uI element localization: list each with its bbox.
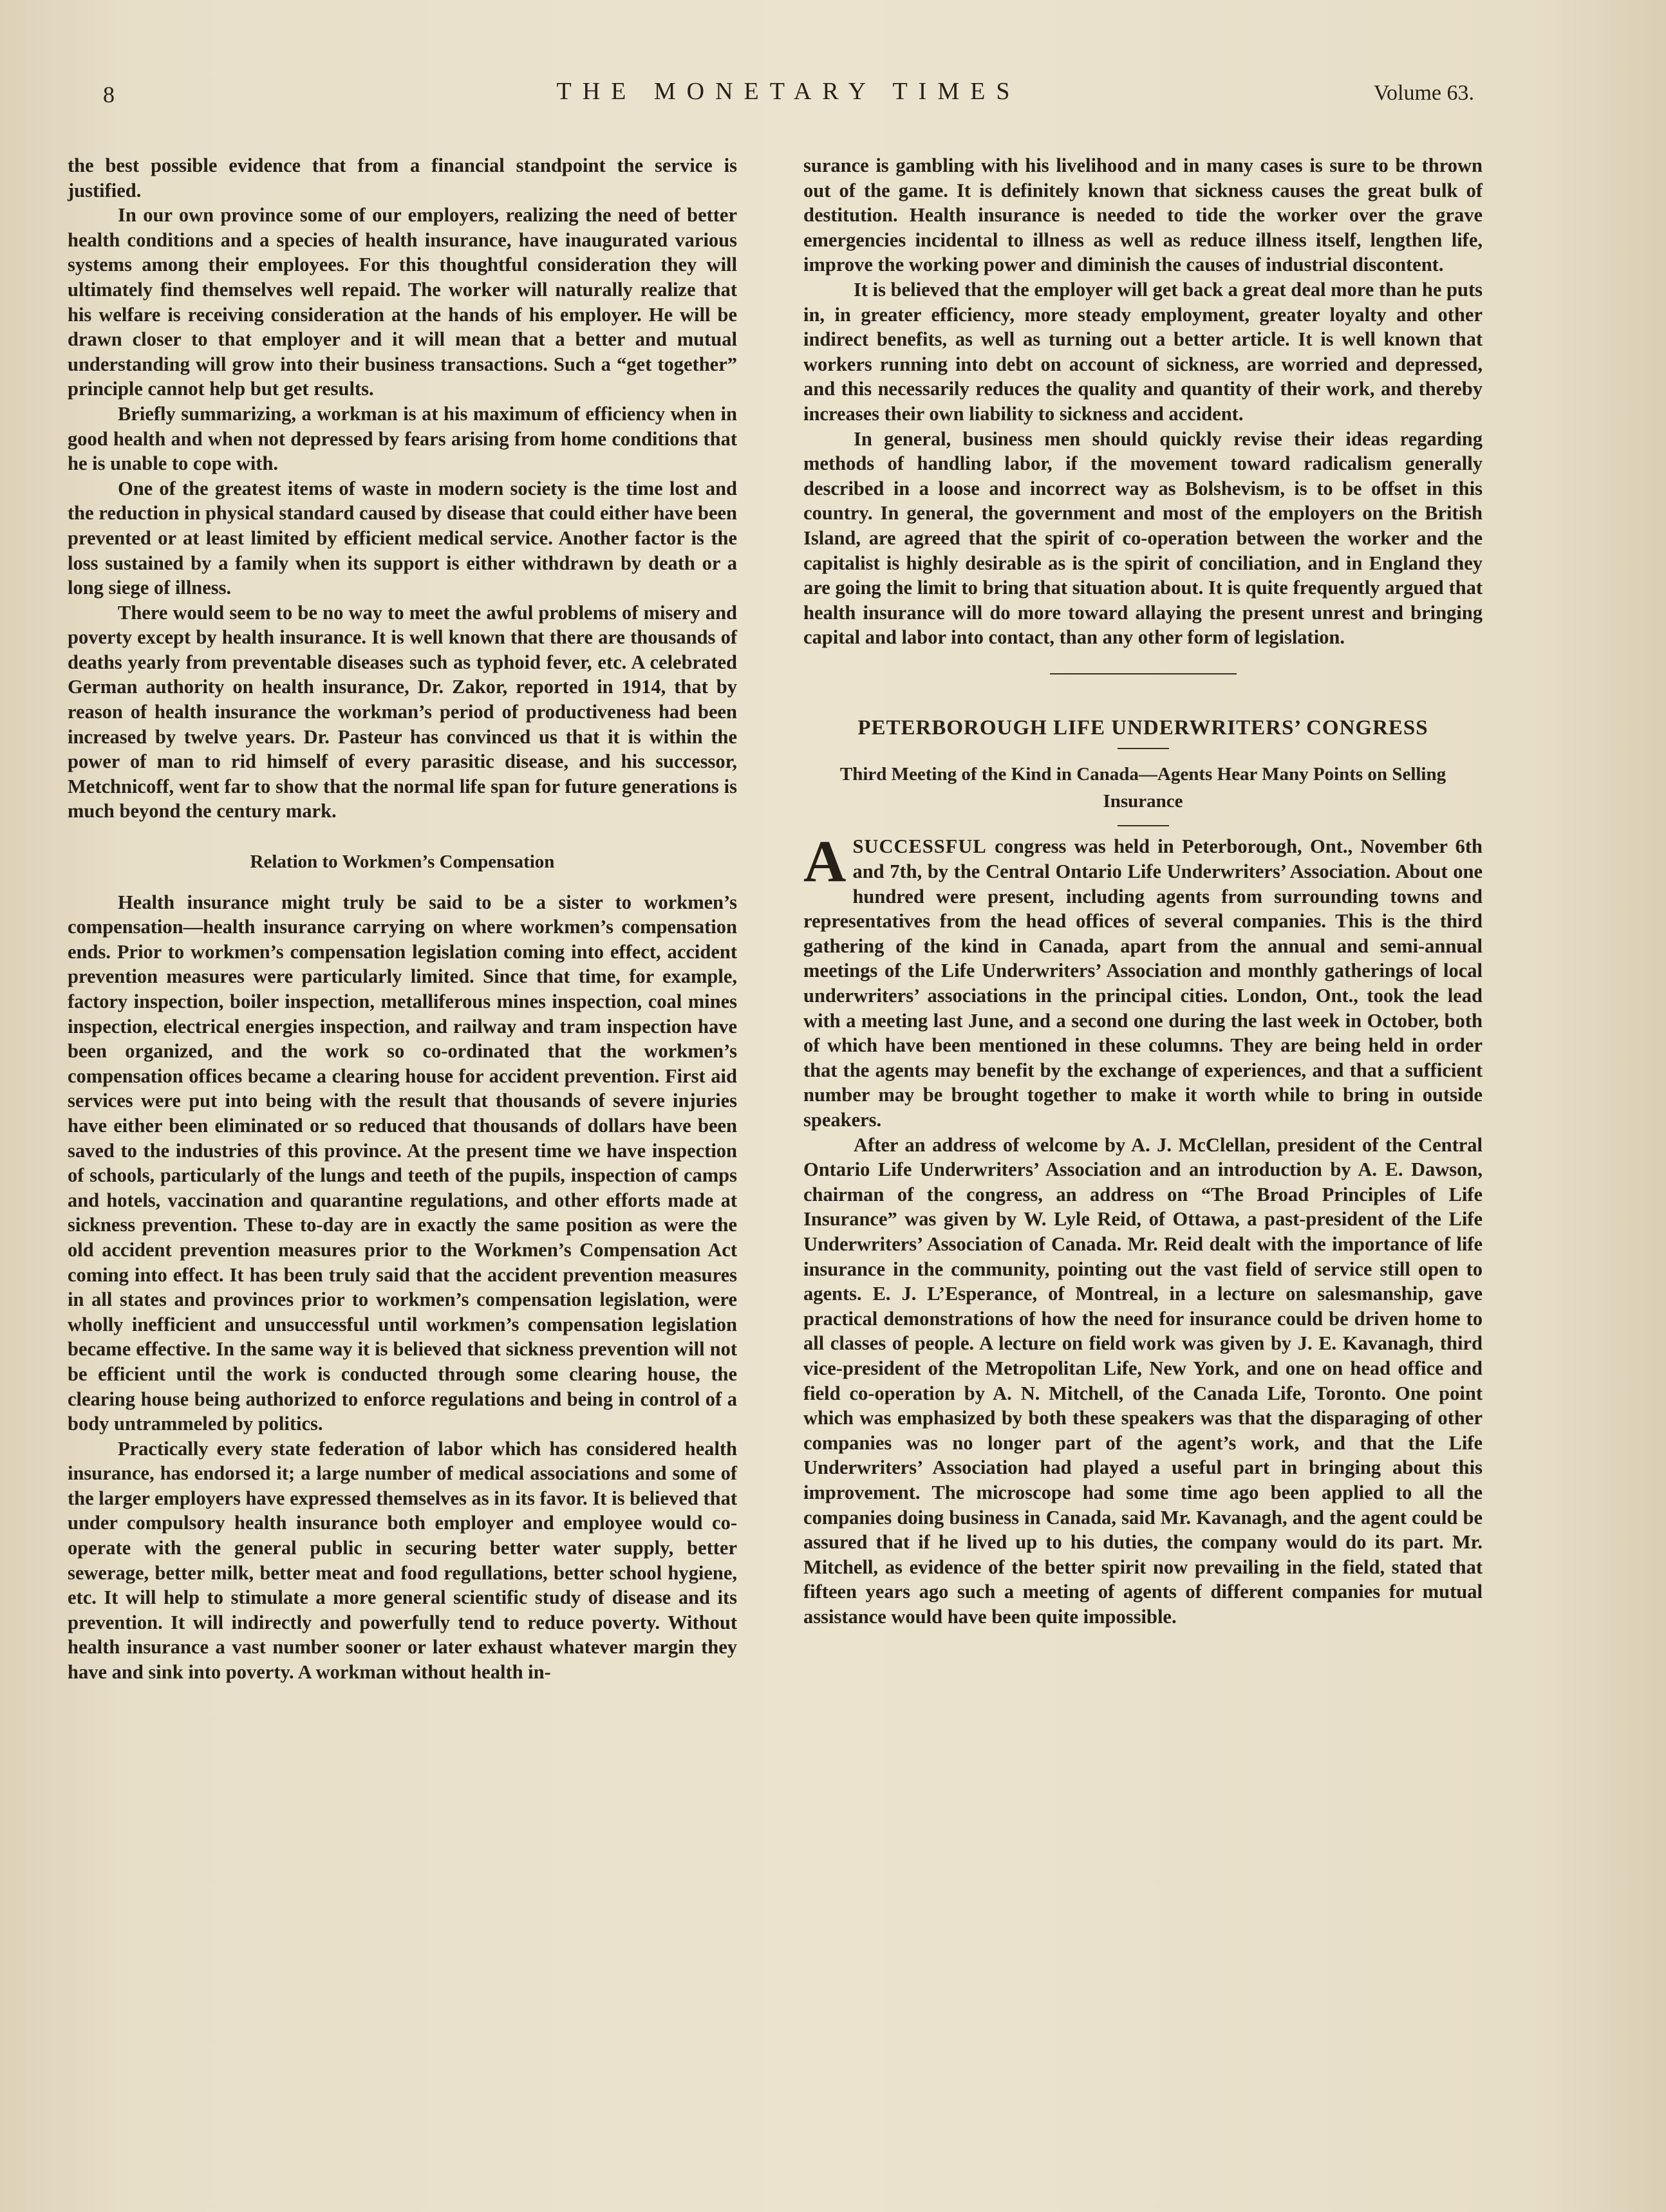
article-subtitle: Third Meeting of the Kind in Canada—Agents Hear Many Points on Selling Insurance xyxy=(839,764,1446,812)
paragraph: In our own province some of our employers, realizing the need of better health conditions and a species of health insurance, have inaugurated various systems among their employees. For this thoughtful consideration they will ultimately find themselves well repaid. The worker will naturally realize that his welfare is receiving consideration at the hands of his employer. He will be drawn closer to that employer and it will mean that a better and mutual understanding will grow into their business transactions. Such a “get together” principle cannot help but get results. xyxy=(68,204,737,400)
paragraph: the best possible evidence that from a financial standpoint the service is justified. xyxy=(68,154,737,201)
paragraph: One of the greatest items of waste in modern society is the time lost and the reduction in physical standard caused by disease that could either have been prevented or at least limited by efficient medical service. Another factor is the loss sustained by a family when its support is either withdrawn by death or a long siege of illness. xyxy=(68,477,737,599)
subtitle-rule xyxy=(1118,825,1169,826)
left-column xyxy=(68,153,737,1685)
subheading: Relation to Workmen’s Compensation xyxy=(250,851,555,873)
right-column xyxy=(803,153,1483,1629)
paragraph: surance is gambling with his livelihood and in many cases is sure to be thrown out of the game. It is definitely known that sickness causes the great bulk of destitution. Health insurance is needed to tide the worker over the grave emergencies incidental to illness as well as reduce illness itself, lengthen life, improve the working power and diminish the causes of industrial discontent. xyxy=(803,154,1483,276)
drop-cap: A xyxy=(803,828,847,895)
section-divider xyxy=(1050,673,1237,674)
title-rule xyxy=(1118,748,1169,749)
lead-paragraph xyxy=(803,828,1483,1132)
paragraph: After an address of welcome by A. J. McClellan, president of the Central Ontario Life Underwriters’ Association and an introduction by A. E. Dawson, chairman of the congress, an address on “The Broad Principles of Life Insurance” was given by W. Lyle Reid, of Ottawa, a past-president of the Life Underwriters’ Association of Canada. Mr. Reid dealt with the importance of life insurance in the community, pointing out the vast field of service still open to agents. E. J. L’Esperance, of Montreal, in a lecture on salesmanship, gave practical demonstrations of how the need for insurance could be driven home to all classes of people. A lecture on field work was given by J. E. Kavanagh, third vice-president of the Metropolitan Life, New York, and one on head office and field co-operation by A. N. Mitchell, of the Canada Life, Toronto. One point which was emphasized by both these speakers was that the disparaging of other companies was no longer part of the agent’s work, and that the Life Underwriters’ Association had played a useful part in bringing about this improvement. The microscope had some time ago been applied to all the companies doing business in Canada, said Mr. Kavanagh, and the agent could be assured that if he lived up to his duties, the company would do its part. Mr. Mitchell, as evidence of the better spirit now prevailing in the field, stated that fifteen years ago such a meeting of agents of different companies for mutual assistance would have been quite impossible. xyxy=(803,1133,1483,1628)
volume-label: Volume 63. xyxy=(1373,81,1474,105)
paragraph: Practically every state federation of labor which has considered health insurance, has endorsed it; a large number of medical associations and some of the larger employers have expressed themselves as in its favor. It is believed that under compulsory health insurance both employer and employee would co-operate with the general public in securing better water supply, better sewerage, better milk, better meat and food regullations, better school hygiene, etc. It will help to stimulate a more general scientific study of disease and its prevention. It will indirectly and powerfully tend to reduce poverty. Without health insurance a vast number sooner or later exhaust whatever margin they have and sink into poverty. A workman without health in- xyxy=(68,1437,737,1684)
paragraph: It is believed that the employer will get back a great deal more than he puts in, in greater efficiency, more steady employment, greater loyalty and other indirect benefits, as well as turning out a better article. It is well known that workers running into debt on account of sickness, are worried and depressed, and this necessarily reduces the quality and quantity of their work, and thereby increases their own liability to sickness and accident. xyxy=(803,278,1483,425)
paragraph: In general, business men should quickly revise their ideas regarding methods of handling labor, if the movement toward radicalism generally described in a loose and incorrect way as Bolshevism, is to be offset in this country. In general, the government and most of the employers on the British Island, are agreed that the spirit of co-operation between the worker and the capitalist is highly desirable as is the spirit of conciliation, and in England they are going the limit to bring that situation about. It is quite frequently argued that health insurance will do more toward allaying the present unrest and bringing capital and labor into contact, than any other form of legislation. xyxy=(803,427,1483,649)
lead-in: SUCCESSFUL xyxy=(852,835,987,858)
page-number: 8 xyxy=(103,82,115,107)
paragraph: Briefly summarizing, a workman is at his maximum of efficiency when in good health and when not depressed by fears arising from home conditions that he is unable to cope with. xyxy=(68,402,737,475)
paragraph: Health insurance might truly be said to be a sister to workmen’s compensation—health insurance carrying on where workmen’s compensation ends. Prior to workmen’s compensation legislation coming into effect, accident prevention measures were particularly limited. Since that time, for example, factory inspection, boiler inspection, metalliferous mines inspection, coal mines inspection, electrical energies inspection, and railway and tram inspection have been organized, and the work so co-ordinated that the workmen’s compensation offices became a clearing house for accident prevention. First aid services were put into being with the result that thousands of severe injuries have either been eliminated or so reduced that thousands of dollars have been saved to the industries of this province. At the present time we have inspection of schools, particularly of the lungs and teeth of the pupils, inspection of camps and hotels, vaccination and quarantine regulations, and other efforts made at sickness prevention. These to-day are in exactly the same position as were the old accident prevention measures prior to the Workmen’s Compensation Act coming into effect. It has been truly said that the accident prevention measures in all states and provinces prior to workmen’s compensation legislation, were wholly inefficient and unsuccessful until workmen’s compensation legislation became effective. In the same way it is believed that sickness prevention will not be efficient until the work is conducted through some clearing house, the clearing house being authorized to enforce regulations and being in control of a body untrammeled by politics. xyxy=(68,891,737,1435)
paragraph: There would seem to be no way to meet the awful problems of misery and poverty except by health insurance. It is well known that there are thousands of deaths yearly from preventable diseases such as typhoid fever, etc. A celebrated German authority on health insurance, Dr. Zakor, reported in 1914, that by reason of health insurance the workman’s period of productiveness had been increased by twelve years. Dr. Pasteur has convinced us that it is within the power of man to rid himself of every parasitic disease, and his successor, Metchnicoff, went far to show that the normal life span for future generations is much beyond the century mark. xyxy=(68,601,737,823)
publication-title: THE MONETARY TIMES xyxy=(556,78,1021,105)
page-header xyxy=(103,77,1474,116)
article-title: PETERBOROUGH LIFE UNDERWRITERS’ CONGRESS xyxy=(857,716,1428,739)
lead-paragraph-text: congress was held in Peterborough, Ont., November 6th and 7th, by the Central Ontario Life Underwriters’ Association. About one hundred were present, including agents from surrounding towns and representatives from the head offices of several companies. This is the third gathering of the kind in Canada, apart from the annual and semi-annual meetings of the Life Underwriters’ Association and monthly gatherings of local underwriters’ associations in the principal cities. London, Ont., took the lead with a meeting last June, and a second one during the last week in October, both of which have been mentioned in these columns. They are being held in order that the agents may benefit by the exchange of experiences, and that a sufficient number may be brought together to make it worth while to bring in outside speakers. xyxy=(803,835,1483,1131)
